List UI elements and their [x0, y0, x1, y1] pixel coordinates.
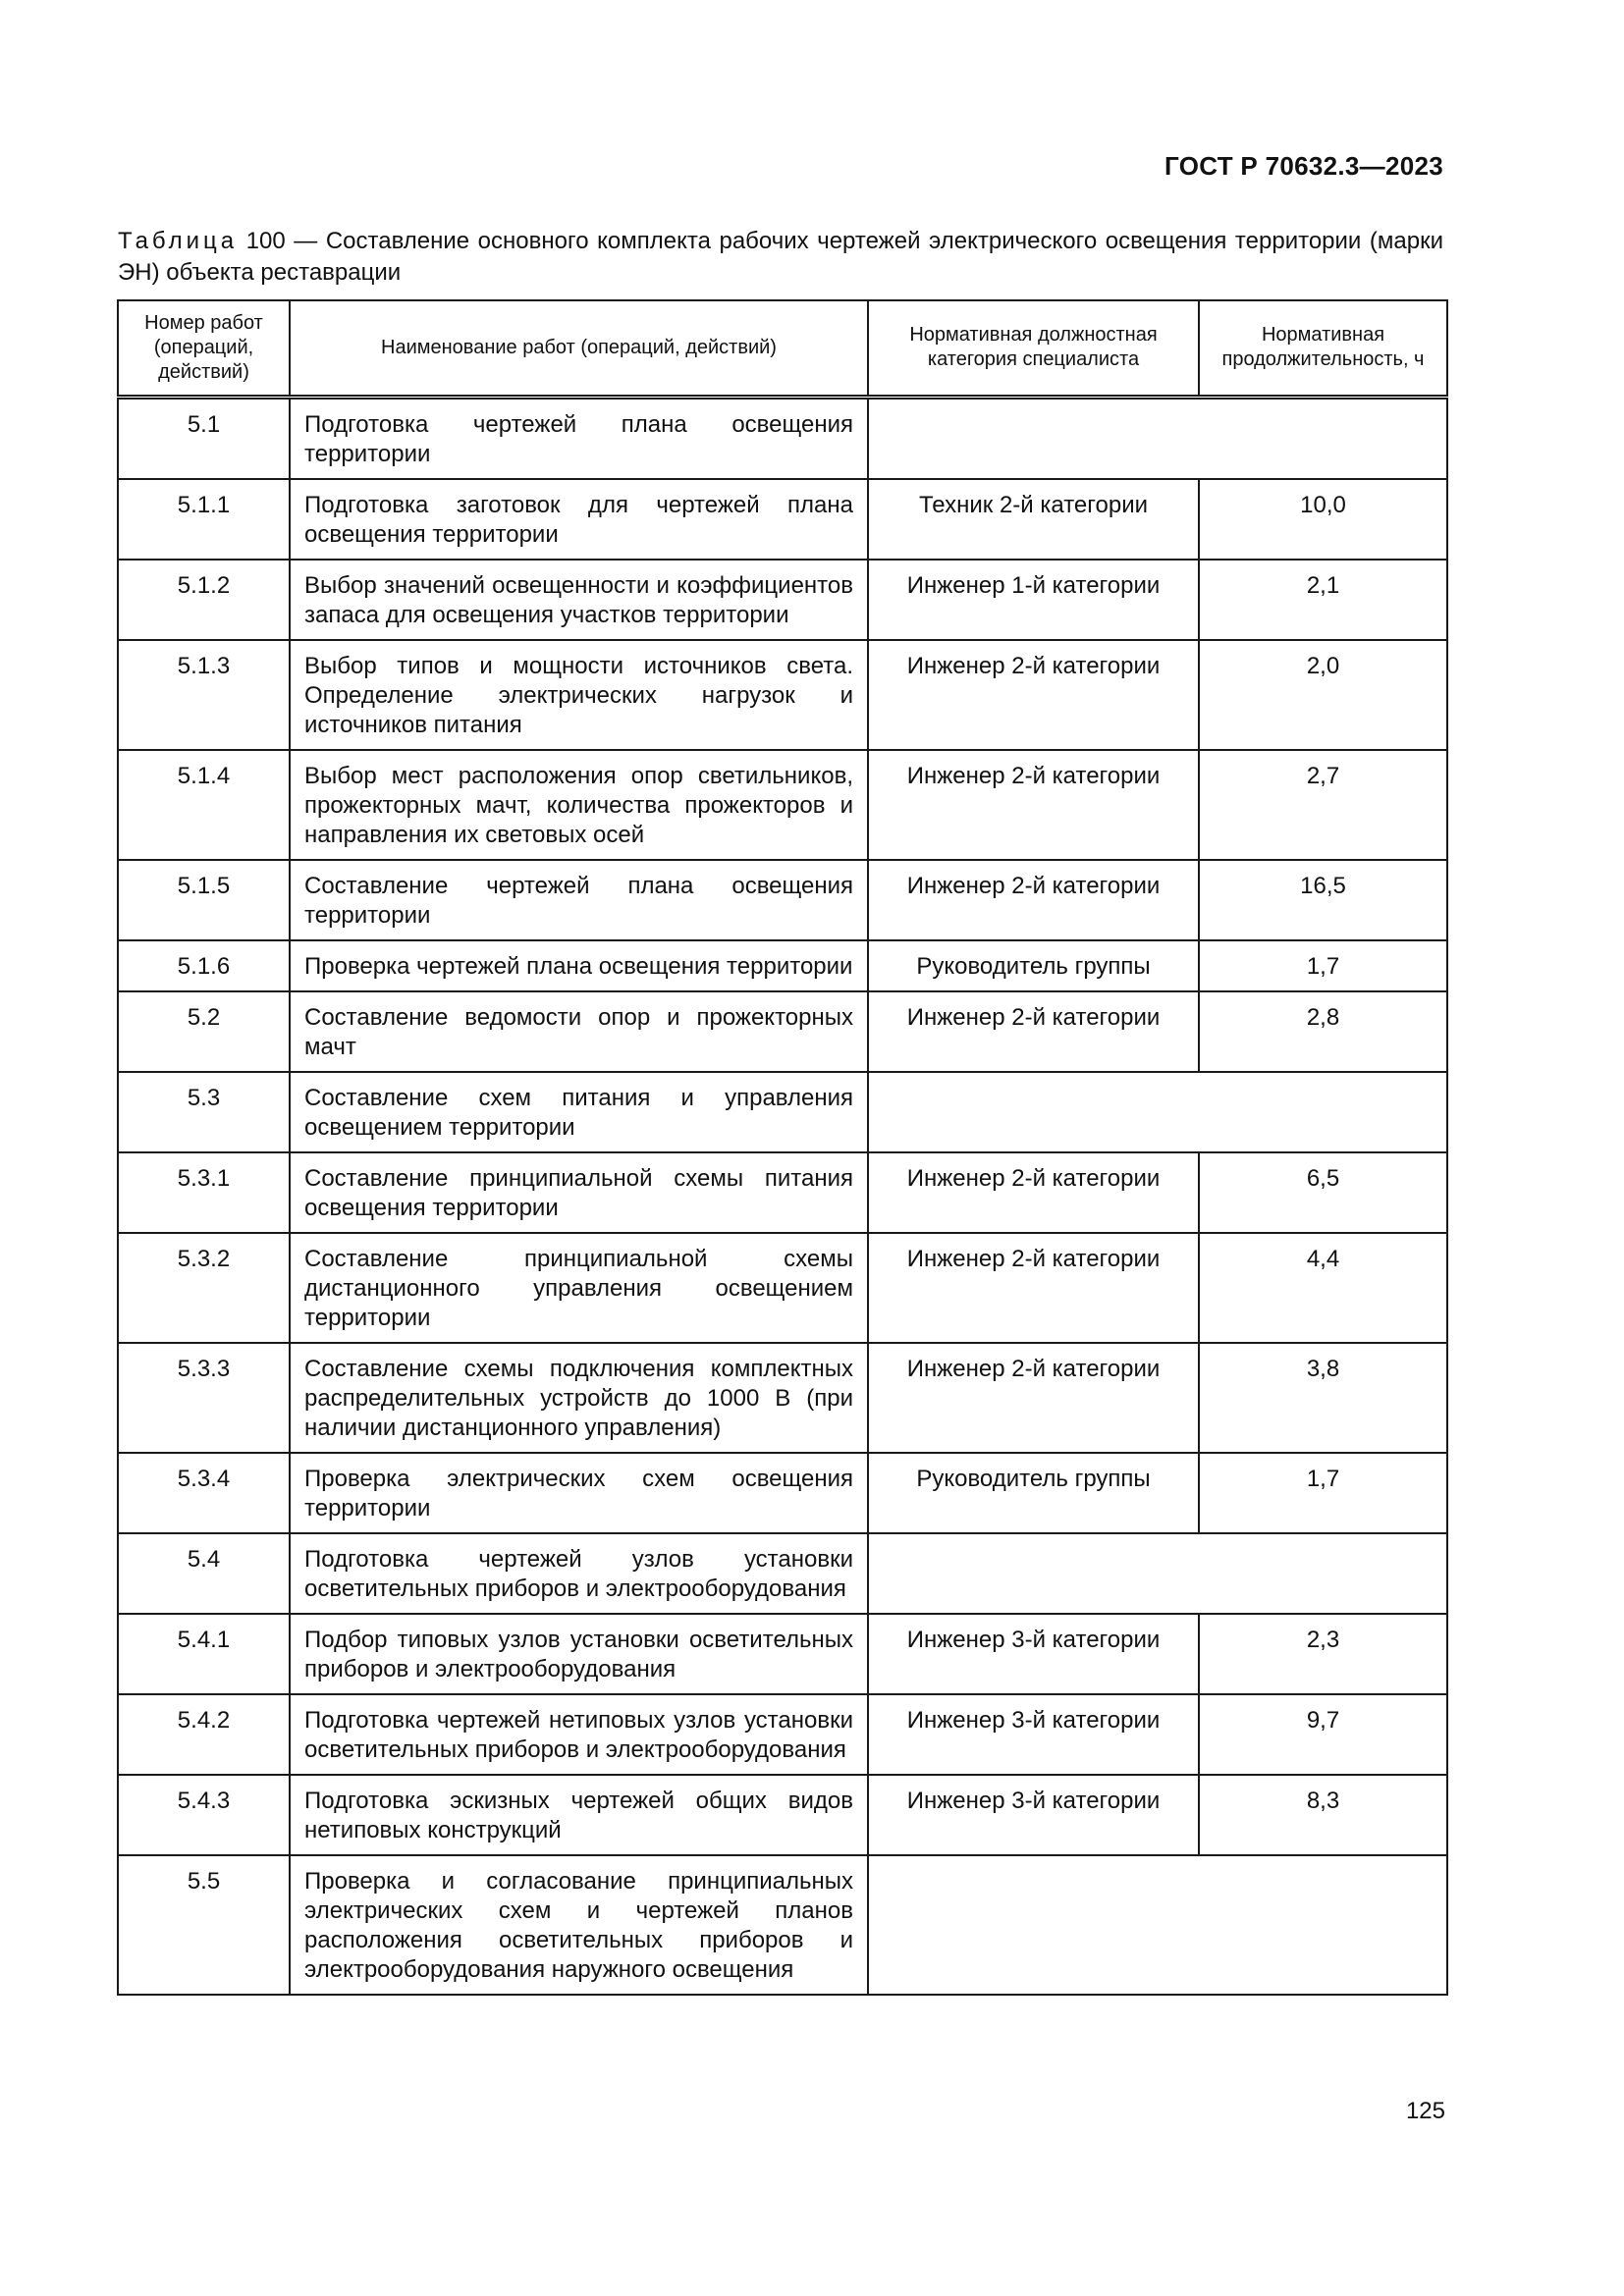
- empty-merged-cell: [868, 1855, 1447, 1995]
- work-name-cell: Составление схем питания и управления освещением территории: [290, 1072, 868, 1152]
- table-caption: [118, 226, 1443, 289]
- table-header: [118, 300, 1447, 397]
- column-header-category: Нормативная должностная категория специалиста: [868, 300, 1199, 397]
- document-code: ГОСТ Р 70632.3—2023: [1164, 151, 1443, 181]
- work-number-cell: 5.3.1: [118, 1152, 290, 1233]
- empty-merged-cell: [868, 1533, 1447, 1614]
- duration-cell: 2,1: [1199, 560, 1447, 640]
- work-number-cell: 5.2: [118, 991, 290, 1072]
- table-row: [118, 640, 1447, 750]
- empty-merged-cell: [868, 397, 1447, 479]
- work-name-cell: Составление принципиальной схемы дистанционного управления освещением территории: [290, 1233, 868, 1343]
- table-caption-label: Таблица: [118, 228, 239, 254]
- duration-cell: 6,5: [1199, 1152, 1447, 1233]
- work-number-cell: 5.4: [118, 1533, 290, 1614]
- work-number-cell: 5.1: [118, 397, 290, 479]
- duration-cell: 1,7: [1199, 1453, 1447, 1533]
- table-row: [118, 560, 1447, 640]
- duration-cell: 9,7: [1199, 1694, 1447, 1775]
- duration-cell: 3,8: [1199, 1343, 1447, 1453]
- table-row: [118, 1775, 1447, 1855]
- table-row: [118, 860, 1447, 940]
- work-name-cell: Составление ведомости опор и прожекторных мачт: [290, 991, 868, 1072]
- table-body: [118, 397, 1447, 1995]
- work-name-cell: Подготовка чертежей плана освещения территории: [290, 397, 868, 479]
- table-row: [118, 1152, 1447, 1233]
- duration-cell: 2,8: [1199, 991, 1447, 1072]
- duration-cell: 16,5: [1199, 860, 1447, 940]
- table-row: [118, 1343, 1447, 1453]
- work-number-cell: 5.3.3: [118, 1343, 290, 1453]
- table-row: [118, 1533, 1447, 1614]
- work-number-cell: 5.4.1: [118, 1614, 290, 1694]
- work-name-cell: Выбор значений освещенности и коэффициентов запаса для освещения участков территории: [290, 560, 868, 640]
- work-name-cell: Проверка и согласование принципиальных электрических схем и чертежей планов расположения осветительных приборов и электрооборудования наружного освещения: [290, 1855, 868, 1995]
- work-name-cell: Составление принципиальной схемы питания освещения территории: [290, 1152, 868, 1233]
- specialist-category-cell: Руководитель группы: [868, 940, 1199, 991]
- work-name-cell: Выбор мест расположения опор светильников, прожекторных мачт, количества прожекторов и направления их световых осей: [290, 750, 868, 860]
- empty-merged-cell: [868, 1072, 1447, 1152]
- work-number-cell: 5.3: [118, 1072, 290, 1152]
- table-row: [118, 1694, 1447, 1775]
- work-number-cell: 5.1.6: [118, 940, 290, 991]
- column-header-name: Наименование работ (операций, действий): [290, 300, 868, 397]
- specialist-category-cell: Инженер 2-й категории: [868, 1152, 1199, 1233]
- specialist-category-cell: Инженер 2-й категории: [868, 750, 1199, 860]
- work-name-cell: Выбор типов и мощности источников света. Определение электрических нагрузок и источников питания: [290, 640, 868, 750]
- table-caption-text: 100 — Составление основного комплекта рабочих чертежей электрического освещения территории (марки ЭН) объекта реставрации: [118, 228, 1443, 286]
- work-number-cell: 5.5: [118, 1855, 290, 1995]
- specialist-category-cell: Инженер 2-й категории: [868, 1233, 1199, 1343]
- table-row: [118, 1855, 1447, 1995]
- work-number-cell: 5.1.2: [118, 560, 290, 640]
- work-name-cell: Подготовка чертежей нетиповых узлов установки осветительных приборов и электрооборудования: [290, 1694, 868, 1775]
- table-row: [118, 991, 1447, 1072]
- duration-cell: 1,7: [1199, 940, 1447, 991]
- table-row: [118, 397, 1447, 479]
- table-row: [118, 1072, 1447, 1152]
- work-number-cell: 5.1.3: [118, 640, 290, 750]
- table-row: [118, 1233, 1447, 1343]
- table-row: [118, 750, 1447, 860]
- work-name-cell: Подготовка заготовок для чертежей плана освещения территории: [290, 479, 868, 560]
- specialist-category-cell: Инженер 1-й категории: [868, 560, 1199, 640]
- work-number-cell: 5.3.2: [118, 1233, 290, 1343]
- work-name-cell: Подбор типовых узлов установки осветительных приборов и электрооборудования: [290, 1614, 868, 1694]
- specialist-category-cell: Инженер 2-й категории: [868, 640, 1199, 750]
- work-number-cell: 5.4.3: [118, 1775, 290, 1855]
- work-number-cell: 5.1.5: [118, 860, 290, 940]
- work-name-cell: Проверка электрических схем освещения территории: [290, 1453, 868, 1533]
- work-name-cell: Подготовка эскизных чертежей общих видов нетиповых конструкций: [290, 1775, 868, 1855]
- column-header-number: Номер работ (операций, действий): [118, 300, 290, 397]
- works-table: [117, 299, 1448, 1996]
- specialist-category-cell: Инженер 2-й категории: [868, 860, 1199, 940]
- work-number-cell: 5.4.2: [118, 1694, 290, 1775]
- work-name-cell: Составление чертежей плана освещения территории: [290, 860, 868, 940]
- work-number-cell: 5.1.4: [118, 750, 290, 860]
- work-name-cell: Подготовка чертежей узлов установки осветительных приборов и электрооборудования: [290, 1533, 868, 1614]
- specialist-category-cell: Руководитель группы: [868, 1453, 1199, 1533]
- specialist-category-cell: Инженер 3-й категории: [868, 1775, 1199, 1855]
- duration-cell: 4,4: [1199, 1233, 1447, 1343]
- work-number-cell: 5.3.4: [118, 1453, 290, 1533]
- specialist-category-cell: Инженер 3-й категории: [868, 1614, 1199, 1694]
- duration-cell: 10,0: [1199, 479, 1447, 560]
- specialist-category-cell: Инженер 2-й категории: [868, 991, 1199, 1072]
- page-number: 125: [1405, 2098, 1445, 2124]
- table-row: [118, 1614, 1447, 1694]
- specialist-category-cell: Инженер 3-й категории: [868, 1694, 1199, 1775]
- duration-cell: 2,0: [1199, 640, 1447, 750]
- work-name-cell: Проверка чертежей плана освещения территории: [290, 940, 868, 991]
- duration-cell: 2,7: [1199, 750, 1447, 860]
- table-row: [118, 479, 1447, 560]
- table-row: [118, 1453, 1447, 1533]
- table-row: [118, 940, 1447, 991]
- specialist-category-cell: Инженер 2-й категории: [868, 1343, 1199, 1453]
- specialist-category-cell: Техник 2-й категории: [868, 479, 1199, 560]
- work-name-cell: Составление схемы подключения комплектных распределительных устройств до 1000 В (при наличии дистанционного управления): [290, 1343, 868, 1453]
- column-header-duration: Нормативная продолжительность, ч: [1199, 300, 1447, 397]
- duration-cell: 2,3: [1199, 1614, 1447, 1694]
- duration-cell: 8,3: [1199, 1775, 1447, 1855]
- work-number-cell: 5.1.1: [118, 479, 290, 560]
